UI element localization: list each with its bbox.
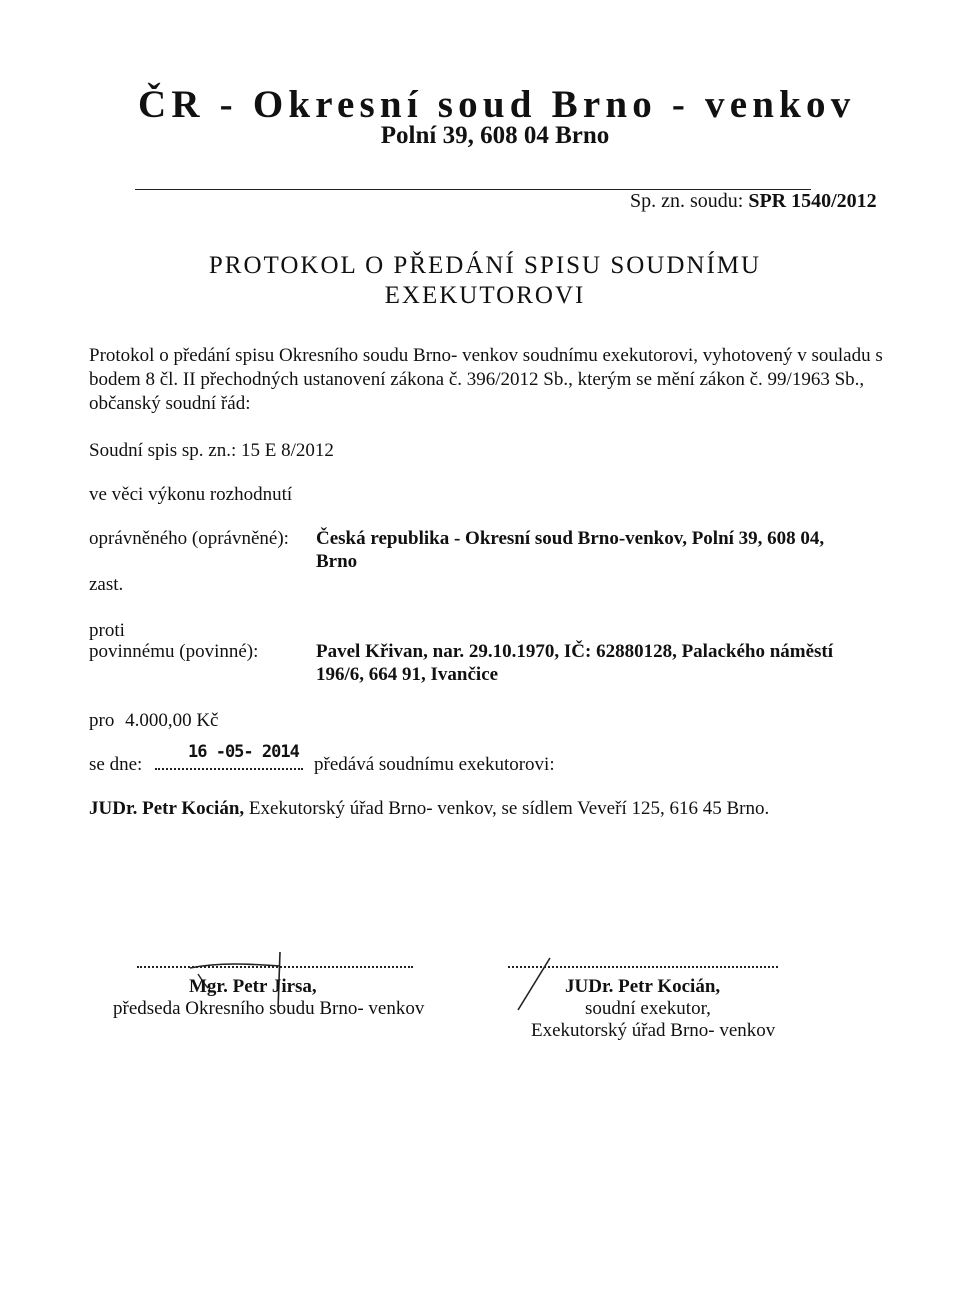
court-name: ČR - Okresní soud Brno - venkov: [138, 83, 856, 126]
creditor-value-line2: Brno: [316, 551, 358, 572]
handover-action-text: předává soudnímu exekutorovi:: [314, 754, 555, 775]
creditor-label: oprávněného (oprávněné):: [89, 528, 289, 549]
executor-address: Exekutorský úřad Brno- venkov, se sídlem Veveří 125, 616 45 Brno.: [244, 798, 770, 819]
date-dotted-leader: [155, 768, 303, 770]
executor-name: JUDr. Petr Kocián,: [89, 798, 245, 819]
case-reference-label: Sp. zn. soudu:: [630, 190, 744, 212]
executor-line: [89, 798, 769, 820]
debtor-label: povinnému (povinné):: [89, 641, 259, 662]
amount-label: pro: [89, 710, 115, 731]
amount-value: 4.000,00 Kč: [125, 710, 219, 731]
right-signatory-office: Exekutorský úřad Brno- venkov: [531, 1020, 776, 1041]
creditor-value-line1: Česká republika - Okresní soud Brno-venkov, Polní 39, 608 04,: [316, 528, 825, 549]
left-signatory-role: předseda Okresního soudu Brno- venkov: [113, 998, 425, 1019]
left-signatory-name: Mgr. Petr Jirsa,: [189, 976, 317, 997]
debtor-value-line2: 196/6, 664 91, Ivančice: [316, 664, 499, 685]
case-reference-value: SPR 1540/2012: [748, 190, 877, 212]
case-reference: [630, 190, 877, 213]
court-file-value: 15 E 8/2012: [241, 440, 334, 461]
handover-date-stamp: 16 -05- 2014: [188, 742, 299, 762]
court-file-label: Soudní spis sp. zn.:: [89, 440, 237, 461]
representative-label: zast.: [89, 574, 124, 595]
amount-line: [89, 710, 218, 732]
handover-date-label: se dne:: [89, 754, 143, 775]
right-signatory-role: soudní exekutor,: [585, 998, 711, 1019]
against-label: proti: [89, 620, 125, 641]
subject-line: ve věci výkonu rozhodnutí: [89, 484, 293, 505]
court-file: [89, 440, 334, 462]
right-signatory-name: JUDr. Petr Kocián,: [565, 976, 721, 997]
document-title-line1: PROTOKOL O PŘEDÁNÍ SPISU SOUDNÍMU: [208, 252, 762, 279]
debtor-value-line1: Pavel Křivan, nar. 29.10.1970, IČ: 62880128, Palackého náměstí: [316, 641, 834, 662]
court-address: Polní 39, 608 04 Brno: [380, 122, 610, 149]
intro-paragraph: Protokol o předání spisu Okresního soudu Brno- venkov soudnímu exekutorovi, vyhotovený v souladu s bodem 8 čl. II přechodných ustanovení zákona č. 396/2012 Sb., kterým se mění zákon č. 99/1963 Sb., občanský soudní řád:: [89, 345, 883, 414]
document-title-line2: EXEKUTOROVI: [384, 282, 586, 309]
